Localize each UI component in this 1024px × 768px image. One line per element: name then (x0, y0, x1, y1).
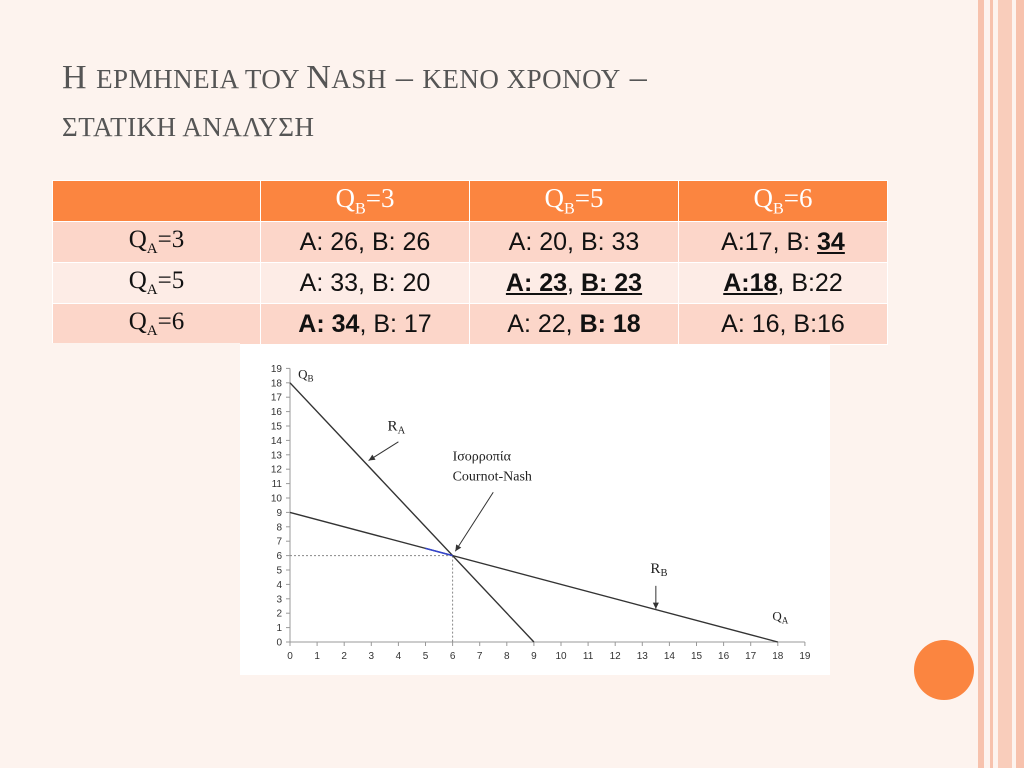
x-tick-label: 6 (449, 651, 456, 662)
x-tick-label: 19 (799, 651, 811, 662)
y-tick-label: 10 (270, 493, 282, 505)
payoff-cell (679, 304, 888, 345)
x-tick-label: 14 (663, 651, 675, 662)
x-tick-label: 11 (582, 651, 594, 662)
y-tick-label: 6 (276, 551, 282, 563)
payoff-text: A: 22, (507, 309, 580, 338)
row-header: $Q_A=6$ (53, 304, 261, 345)
payoff-text: B: 18 (579, 309, 641, 338)
series-label-rb: $R_B$ (650, 560, 668, 579)
y-tick-label: 17 (270, 392, 282, 404)
payoff-cell (470, 263, 679, 304)
row-header: $Q_A=3$ (53, 222, 261, 263)
x-axis-label: $Q_A$ (772, 608, 789, 626)
ra-arrow-head (369, 455, 376, 461)
payoff-cell (470, 304, 679, 345)
row-header: $Q_A=5$ (53, 263, 261, 304)
payoff-text: A:17, B: (721, 227, 818, 256)
payoff-text: A: 23 (505, 268, 568, 297)
column-header: $Q_B=6$ (679, 181, 888, 222)
title-line-2: ΣΤΑΤΙΚΗ ΑΝΑΛΥΣΗ (62, 112, 315, 142)
table-row (53, 222, 888, 263)
decor-stripe-4 (1016, 0, 1024, 768)
x-tick-label: 13 (636, 651, 648, 662)
x-tick-label: 1 (314, 651, 320, 662)
payoff-text: 34 (817, 227, 845, 256)
y-tick-label: 0 (276, 637, 282, 649)
x-tick-label: 15 (690, 651, 703, 662)
table-corner-cell (53, 181, 261, 222)
x-tick-label: 18 (772, 651, 784, 662)
y-tick-label: 8 (276, 522, 282, 534)
x-tick-label: 12 (609, 651, 621, 662)
payoff-cell (261, 304, 470, 345)
payoff-text: A: 16, B:16 (721, 309, 845, 338)
y-tick-label: 3 (276, 594, 282, 606)
y-tick-label: 7 (276, 536, 282, 548)
payoff-cell (679, 263, 888, 304)
payoff-cell (261, 263, 470, 304)
payoff-cell (470, 222, 679, 263)
payoff-text: A:18 (723, 268, 778, 297)
y-tick-label: 11 (271, 479, 282, 491)
series-label-ra: $R_A$ (387, 418, 406, 437)
rb-arrow-head (653, 603, 659, 609)
reaction-curve-a (290, 383, 534, 642)
annotation-line-2: Cournot-Nash (452, 469, 532, 485)
x-tick-label: 5 (422, 651, 429, 662)
reaction-curves-chart (240, 345, 830, 675)
table-edge-mask (52, 343, 240, 355)
table-row (53, 304, 888, 345)
decor-stripe-1 (978, 0, 984, 768)
reaction-curve-b (290, 512, 778, 642)
y-tick-label: 4 (276, 579, 282, 591)
y-tick-label: 12 (270, 464, 282, 476)
y-axis-label: $Q_B$ (298, 366, 314, 384)
y-tick-label: 15 (270, 421, 282, 433)
payoff-cell (679, 222, 888, 263)
payoff-text: A: 33, B: 20 (299, 268, 431, 297)
payoff-text: , B: 17 (359, 309, 432, 338)
y-tick-label: 9 (276, 507, 282, 519)
table-row (53, 263, 888, 304)
annotation-line-1: Ισορροπία (452, 449, 511, 465)
x-tick-label: 10 (555, 651, 567, 662)
x-tick-label: 8 (504, 651, 510, 662)
x-tick-label: 2 (341, 651, 347, 662)
title-line-1: Η ΕΡΜΗΝΕΙΑ ΤΟΥ NASH – ΚΕΝΟ ΧΡΟΝΟΥ – (62, 59, 648, 96)
x-tick-label: 4 (395, 651, 402, 662)
payoff-cell (261, 222, 470, 263)
y-tick-label: 18 (270, 378, 282, 390)
y-tick-label: 5 (276, 565, 282, 577)
x-tick-label: 9 (531, 651, 537, 662)
y-tick-label: 16 (270, 407, 282, 419)
x-tick-label: 3 (368, 651, 375, 662)
x-tick-label: 17 (745, 651, 757, 662)
y-tick-label: 19 (270, 363, 282, 375)
x-tick-label: 7 (476, 651, 483, 662)
y-tick-label: 14 (270, 435, 282, 447)
table-header-row (53, 181, 888, 222)
x-tick-label: 16 (718, 651, 730, 662)
y-tick-label: 1 (276, 623, 282, 635)
payoff-table (52, 180, 888, 345)
y-tick-label: 13 (270, 450, 282, 462)
payoff-text: A: 34 (298, 309, 360, 338)
annotation-arrow-shaft (455, 492, 493, 551)
column-header: $Q_B=3$ (261, 181, 470, 222)
payoff-text: , B:22 (777, 268, 843, 297)
chart-svg (240, 345, 830, 675)
decor-stripe-3 (998, 0, 1012, 768)
payoff-text: A: 26, B: 26 (299, 227, 431, 256)
payoff-text: A: 20, B: 33 (508, 227, 640, 256)
column-header: $Q_B=5$ (470, 181, 679, 222)
y-tick-label: 2 (276, 608, 282, 620)
annotation-arrow-head (455, 544, 461, 551)
payoff-text: B: 23 (580, 268, 643, 297)
payoff-text: , (567, 268, 581, 297)
x-tick-label: 0 (287, 651, 293, 662)
slide-title (62, 54, 962, 151)
decor-circle (914, 640, 974, 700)
decor-stripe-2 (990, 0, 993, 768)
